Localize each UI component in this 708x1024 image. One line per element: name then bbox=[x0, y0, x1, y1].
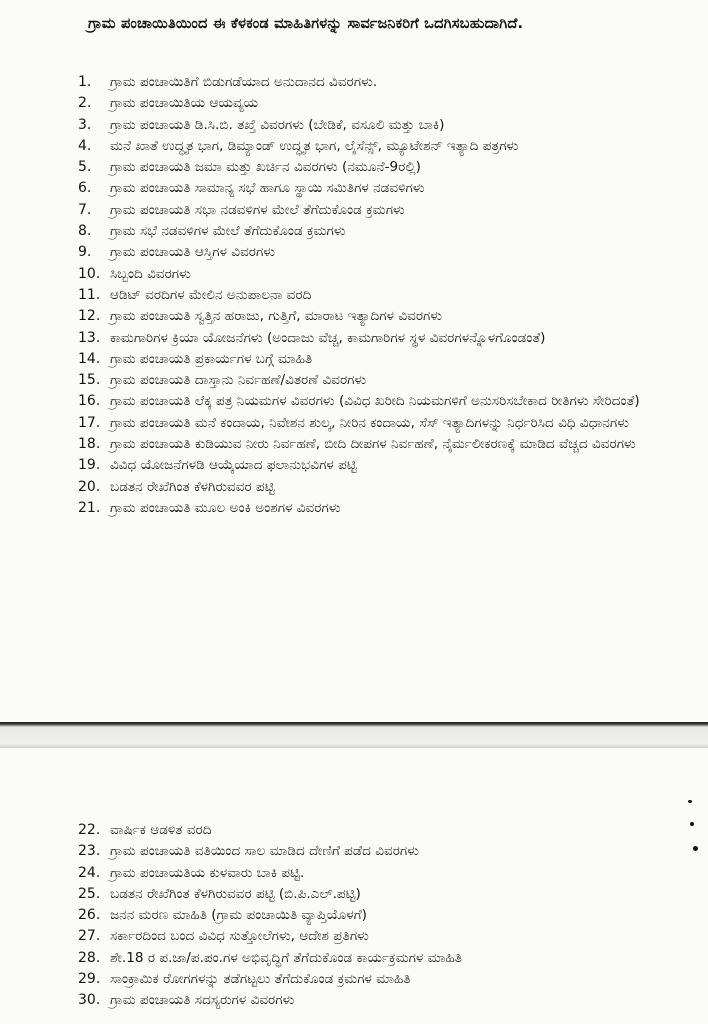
list-item-text: ಗ್ರಾಮ ಪಂಚಾಯತಿ ಮೂಲ ಅಂಕಿ ಅಂಶಗಳ ವಿವರಗಳು bbox=[110, 499, 341, 516]
list-item-number: 1. bbox=[78, 74, 92, 90]
list-item bbox=[78, 285, 658, 306]
list-item-number: 13. bbox=[78, 329, 101, 346]
list-item-text: ಆಡಿಟ್ ವರದಿಗಳ ಮೇಲಿನ ಅನುಪಾಲನಾ ವರದಿ bbox=[110, 286, 312, 303]
info-list-top bbox=[78, 72, 658, 519]
list-item-number: 29. bbox=[78, 971, 101, 988]
list-item-text: ಗ್ರಾಮ ಸಭೆ ನಡವಳಿಗಳ ಮೇಲೆ ತೆಗೆದುಕೊಂಡ ಕ್ರಮಗಳು bbox=[110, 223, 346, 240]
scan-speck bbox=[693, 846, 698, 851]
list-item bbox=[78, 477, 658, 498]
list-item bbox=[78, 93, 658, 114]
list-item-number: 6. bbox=[78, 180, 92, 197]
list-item-number: 25. bbox=[78, 885, 101, 902]
scan-speck bbox=[690, 822, 694, 826]
list-item-number: 5. bbox=[78, 159, 92, 176]
list-item-text: ಗ್ರಾಮ ಪಂಚಾಯತಿ ಸಭಾ ನಡವಳಿಗಳ ಮೇಲೆ ತೆಗೆದುಕೊಂಡ ಕ್ರಮಗಳು bbox=[110, 201, 405, 218]
list-item-text: ಗ್ರಾಮ ಪಂಚಾಯತಿ ಜಮಾ ಮತ್ತು ಖರ್ಚಿನ ವಿವರಗಳು (ನಮೂನೆ-9ರಲ್ಲಿ) bbox=[110, 159, 421, 176]
list-item bbox=[78, 948, 658, 969]
list-item bbox=[78, 157, 658, 178]
list-item bbox=[78, 926, 658, 947]
document-heading: ಗ್ರಾಮ ಪಂಚಾಯಿತಿಯಿಂದ ಈ ಕೆಳಕಂಡ ಮಾಹಿತಿಗಳನ್ನು ಸಾರ್ವಜನಿಕರಿಗೆ ಒದಗಿಸಬಹುದಾಗಿದೆ. bbox=[88, 16, 524, 32]
list-item-number: 18. bbox=[78, 436, 101, 453]
list-item bbox=[78, 264, 658, 285]
list-item-text: ಗ್ರಾಮ ಪಂಚಾಯತಿ ಸದಸ್ಯರುಗಳ ವಿವರಗಳು bbox=[110, 992, 295, 1009]
list-item-text: ಗ್ರಾಮ ಪಂಚಾಯತಿ ಮನೆ ಕಂದಾಯ, ನಿವೇಶನ ಶುಲ್ಕ, ನೀರಿನ ಕಂದಾಯ, ಸೆಸ್ ಇತ್ಯಾದಿಗಳನ್ನು ನಿರ್ಧರಿಸಿದ ವಿಧಿ ವಿಧಾನಗಳು bbox=[110, 414, 629, 431]
list-item-text: ಗ್ರಾಮ ಪಂಚಾಯತಿ ದಾಸ್ತಾನು ನಿರ್ವಹಣೆ/ವಿತರಣೆ ವಿವರಗಳು bbox=[110, 372, 367, 389]
list-item bbox=[78, 370, 658, 391]
list-item-text: ಮನೆ ಖಾತೆ ಉದ್ಧೃತ ಭಾಗ, ಡಿಮ್ಯಾಂಡ್ ಉದ್ಧೃತ ಭಾಗ, ಲೈಸೆನ್ಸ್, ಮ್ಯೂಟೇಶನ್ ಇತ್ಯಾದಿ ಪತ್ರಗಳು bbox=[110, 137, 519, 154]
list-item bbox=[78, 434, 658, 455]
list-item bbox=[78, 969, 658, 990]
list-item-number: 15. bbox=[78, 372, 101, 389]
list-item-number: 11. bbox=[78, 286, 101, 303]
list-item bbox=[78, 863, 658, 884]
list-item bbox=[78, 136, 658, 157]
list-item bbox=[78, 391, 658, 412]
list-item bbox=[78, 990, 658, 1011]
list-item-number: 26. bbox=[78, 907, 101, 924]
list-item-number: 24. bbox=[78, 864, 101, 881]
list-item bbox=[78, 884, 658, 905]
list-item-text: ಗ್ರಾಮ ಪಂಚಾಯತಿ ಪ್ರಕಾರ್ಯಗಳ ಬಗ್ಗೆ ಮಾಹಿತಿ bbox=[110, 350, 313, 367]
list-item-text: ಕಾಮಗಾರಿಗಳ ಕ್ರಿಯಾ ಯೋಜನೆಗಳು (ಅಂದಾಜು ವೆಚ್ಚ, ಕಾಮಗಾರಿಗಳ ಸ್ಥಳ ವಿವರಗಳನ್ನೊಳಗೊಂಡಂತೆ) bbox=[110, 329, 546, 346]
list-item bbox=[78, 349, 658, 370]
list-item-text: ಶೇ.18 ರ ಪ.ಜಾ/ಪ.ಪಂ.ಗಳ ಅಭಿವೃದ್ಧಿಗೆ ತೆಗೆದುಕೊಂಡ ಕಾರ್ಯಕ್ರಮಗಳ ಮಾಹಿತಿ bbox=[110, 949, 462, 966]
list-item-text: ಗ್ರಾಮ ಪಂಚಾಯತಿ ಡಿ.ಸಿ.ಬಿ. ತಖ್ತೆ ವಿವರಗಳು (ಬೇಡಿಕೆ, ವಸೂಲಿ ಮತ್ತು ಬಾಕಿ) bbox=[110, 116, 445, 133]
list-item-text: ಜನನ ಮರಣ ಮಾಹಿತಿ (ಗ್ರಾಮ ಪಂಚಾಯಿತಿ ವ್ಯಾಪ್ತಿಯೊಳಗೆ) bbox=[110, 907, 367, 924]
list-item-number: 23. bbox=[78, 843, 101, 860]
list-item-number: 9. bbox=[78, 244, 92, 261]
list-item-number: 22. bbox=[78, 822, 101, 838]
list-item-text: ಸಾಂಕ್ರಾಮಿಕ ರೋಗಗಳನ್ನು ತಡೆಗಟ್ಟಲು ತೆಗೆದುಕೊಂಡ ಕ್ರಮಗಳ ಮಾಹಿತಿ bbox=[110, 971, 411, 988]
list-item-text: ಗ್ರಾಮ ಪಂಚಾಯತಿ ಕುಡಿಯುವ ನೀರು ನಿರ್ವಹಣೆ, ಬೀದಿ ದೀಪಗಳ ನಿರ್ವಹಣೆ, ನೈರ್ಮಲೀಕರಣಕ್ಕೆ ಮಾಡಿದ ವೆಚ್ಚದ ವಿವರಗಳು bbox=[110, 436, 636, 453]
info-list-bottom bbox=[78, 820, 658, 1012]
list-item bbox=[78, 72, 658, 93]
list-item bbox=[78, 328, 658, 349]
list-item bbox=[78, 498, 658, 519]
list-item bbox=[78, 455, 658, 476]
list-item-number: 28. bbox=[78, 949, 101, 966]
list-item-number: 3. bbox=[78, 116, 92, 133]
list-item bbox=[78, 221, 658, 242]
list-item-text: ಗ್ರಾಮ ಪಂಚಾಯತಿ ಲೆಕ್ಕ ಪತ್ರ ನಿಯಮಗಳ ವಿವರಗಳು (ವಿವಿಧ ಖರೀದಿ ನಿಯಮಗಳಿಗೆ ಅನುಸರಿಸಬೇಕಾದ ರೀತಿಗಳು ಸೇರಿದಂತೆ) bbox=[110, 393, 640, 410]
list-item-text: ವಿವಿಧ ಯೋಜನೆಗಳಡಿ ಆಯ್ಕೆಯಾದ ಫಲಾನುಭವಿಗಳ ಪಟ್ಟಿ bbox=[110, 457, 357, 474]
list-item-text: ಬಡತನ ರೇಖೆಗಿಂತ ಕೆಳಗಿರುವವರ ಪಟ್ಟಿ (ಬಿ.ಪಿ.ಎಲ್.ಪಟ್ಟಿ) bbox=[110, 885, 361, 902]
page-separator bbox=[0, 722, 708, 748]
list-item bbox=[78, 841, 658, 862]
list-item bbox=[78, 178, 658, 199]
list-item-text: ಗ್ರಾಮ ಪಂಚಾಯತಿ ವತಿಯಿಂದ ಸಾಲ ಮಾಡಿದ ದೇಣಿಗೆ ಪಡೆದ ವಿವರಗಳು bbox=[110, 843, 419, 860]
list-item-number: 20. bbox=[78, 478, 101, 495]
list-item-number: 2. bbox=[78, 95, 92, 112]
list-item-text: ಸಿಬ್ಬಂದಿ ವಿವರಗಳು bbox=[110, 265, 191, 282]
list-item-text: ಗ್ರಾಮ ಪಂಚಾಯತಿ ಸ್ವತ್ತಿನ ಹರಾಜು, ಗುತ್ತಿಗೆ, ಮಾರಾಟ ಇತ್ಯಾದಿಗಳ ವಿವರಗಳು bbox=[110, 308, 443, 325]
list-item-number: 19. bbox=[78, 457, 101, 474]
list-item bbox=[78, 905, 658, 926]
list-item-text: ಸರ್ಕಾರದಿಂದ ಬಂದ ವಿವಿಧ ಸುತ್ತೋಲೆಗಳು, ಆದೇಶ ಪ್ರತಿಗಳು bbox=[110, 928, 369, 945]
list-item bbox=[78, 306, 658, 327]
list-item bbox=[78, 413, 658, 434]
list-item bbox=[78, 242, 658, 263]
list-item-text: ಗ್ರಾಮ ಪಂಚಾಯಿತಿಗೆ ಬಿಡುಗಡೆಯಾದ ಅನುದಾನದ ವಿವರಗಳು. bbox=[110, 74, 378, 90]
list-item-number: 27. bbox=[78, 928, 101, 945]
list-item-text: ಗ್ರಾಮ ಪಂಚಾಯತಿ ಸಾಮಾನ್ಯ ಸಭೆ ಹಾಗೂ ಸ್ಥಾಯಿ ಸಮಿತಿಗಳ ನಡವಳಿಗಳು bbox=[110, 180, 425, 197]
list-item bbox=[78, 820, 658, 841]
list-item-number: 10. bbox=[78, 265, 101, 282]
list-item-text: ವಾರ್ಷಿಕ ಆಡಳಿತ ವರದಿ bbox=[110, 822, 212, 838]
list-item-text: ಗ್ರಾಮ ಪಂಚಾಯತಿ ಆಸ್ತಿಗಳ ವಿವರಗಳು bbox=[110, 244, 276, 261]
list-item-number: 30. bbox=[78, 992, 101, 1009]
list-item-number: 21. bbox=[78, 499, 101, 516]
list-item-number: 14. bbox=[78, 350, 101, 367]
list-item-text: ಗ್ರಾಮ ಪಂಚಾಯತಿಯ ಕುಳವಾರು ಬಾಕಿ ಪಟ್ಟಿ. bbox=[110, 864, 305, 881]
list-item-number: 4. bbox=[78, 137, 92, 154]
list-item-text: ಗ್ರಾಮ ಪಂಚಾಯಿತಿಯ ಆಯವ್ಯಯ bbox=[110, 95, 259, 112]
list-item-number: 17. bbox=[78, 414, 101, 431]
list-item-number: 7. bbox=[78, 201, 92, 218]
list-item bbox=[78, 115, 658, 136]
list-item bbox=[78, 200, 658, 221]
list-item-number: 16. bbox=[78, 393, 101, 410]
list-item-number: 12. bbox=[78, 308, 101, 325]
list-item-text: ಬಡತನ ರೇಖೆಗಿಂತ ಕೆಳಗಿರುವವರ ಪಟ್ಟಿ bbox=[110, 478, 275, 495]
list-item-number: 8. bbox=[78, 223, 92, 240]
scan-speck bbox=[688, 800, 692, 803]
